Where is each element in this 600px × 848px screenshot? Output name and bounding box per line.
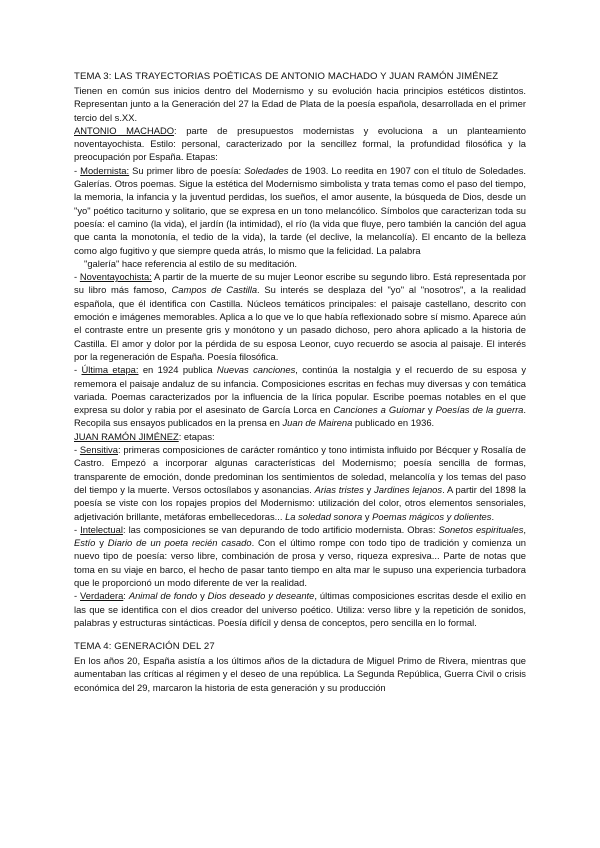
text-run: -: [74, 590, 81, 602]
text-run: -: [74, 164, 81, 176]
text-run: -: [74, 523, 81, 535]
sensitiva-label: Sensitiva: [79, 444, 118, 456]
text-run: -: [74, 444, 80, 456]
book-title: Dios deseado y deseante: [207, 590, 315, 602]
book-title: Canciones a Guiomar: [333, 404, 425, 416]
text-run: . Su interés se desplaza del "yo" al "nosotros", a la realidad española, que él identifica con Castilla. Núcleos temáticos principales: el paisaje castellano, descrito con emoción e imágenes memorables. Aplica a lo que ve lo que había reflexionado sobre sí mismo. Aparece aún el contraste entre un presente gris y monótono y un pasado dichoso, pero ahora aplicado a la historia de Castilla. El amor y dolor por la pérdida de su esposa Leonor, cuyo recuerdo se asocia al paisaje. El interés por la regeneración de España. Poesía filosófica.: [74, 284, 526, 362]
noventayochista-label: Noventayochista:: [79, 271, 152, 283]
book-title: Soledades: [244, 164, 289, 176]
text-run: -: [74, 271, 80, 283]
book-title: Arias tristes: [314, 483, 364, 495]
text-run: ,: [523, 523, 526, 535]
jrj-verdadera: [74, 589, 526, 629]
text-run: : las composiciones se van depurando de todo artificio modernista. Obras:: [122, 523, 439, 535]
text-run: . Recopila sus ensayos publicados en la prensa en: [74, 404, 527, 429]
text-run: , continúa la nostalgia y el recuerdo de su esposa y rememora el paisaje andaluz de su infancia. Composiciones escritas en fechas muy diversas y con temática variada. Poemas caracterizados por la influencia de la lírica popular. Escribe poemas notables en el que expresa su dolor y rabia por el asesinato de García Lorca en: [74, 364, 527, 416]
book-title: Campos de Castilla: [171, 284, 258, 296]
modernista-label: Modernista:: [80, 164, 130, 176]
text-run: , últimas composiciones escritas desde el exilio en las que se identifica con el dios creador del universo poético. Utiliza: verso libre y la repetición de sonidos, palabras y estructuras sintácticas. Poesía difícil y densa de conceptos, pero sencilla en lo formal.: [74, 590, 526, 628]
text-run: y: [424, 404, 436, 416]
book-title: Jardines lejanos: [374, 483, 443, 495]
book-title: Sonetos espirituales: [438, 523, 524, 535]
text-run: y: [362, 510, 373, 522]
text-run: :: [123, 590, 129, 602]
text-run: : primeras composiciones de carácter romántico y tono intimista influido por Bécquer y Rosalía de Castro. Empezó a incorporar algunas características del Modernismo; poesía sencilla de formas, transparente de emoción, donde predominan los sentimientos de soledad, melancolía y los temas del paso del tiempo y la muerte. Versos octosílabos y asonancias.: [74, 444, 526, 495]
text-run: -: [74, 364, 82, 376]
tema4-title: TEMA 4: GENERACIÓN DEL 27: [74, 641, 215, 653]
book-title: Animal de fondo: [128, 590, 198, 602]
ultima-etapa-label: Última etapa:: [81, 364, 139, 376]
intelectual-label: Intelectual: [80, 523, 123, 535]
text-run: Su primer libro de poesía:: [129, 164, 245, 176]
machado-modernista: [74, 164, 526, 270]
jrj-name: JUAN RAMÓN JIMÉNEZ: [74, 430, 179, 442]
jrj-sensitiva: [74, 443, 526, 523]
tema3-intro: Tienen en común sus inicios dentro del Modernismo y su evolución hacia principios estéticos distintos. Representan junto a la Generación del 27 la Edad de Plata de la poesía española, desarrollada en el primer tercio del s.XX.: [74, 85, 526, 123]
machado-intro: ANTONIO MACHADO: parte de presupuestos modernistas y evoluciona a un planteamiento noventayochista. Estilo: personal, caracterizado por la sencillez formal, la profundidad filosófica y la preocupación por España. Etapas:: [74, 124, 526, 163]
text-run: y: [197, 590, 208, 602]
text-run: publicado en 1936.: [352, 417, 435, 429]
text-run: en 1924 publica: [138, 364, 217, 376]
text-run: : etapas:: [178, 430, 215, 442]
jrj-intro: [74, 430, 526, 443]
book-title: Nuevas canciones: [216, 364, 296, 376]
text-run: de 1903. Lo reedita en 1907 con el título de Soledades. Galerías. Otros poemas. Sigue la estética del Modernismo simbolista y trata temas como el paso del tiempo, la memoria, la infancia y la juventud perdidas, los sueños, el amor ausente, la búsqueda de Dios, desde un "yo" poético taciturno y solitario, que se expresa en un tono melancólico. Símbolos que caracterizan toda su poesía: el camino (la vida), el jardín (la intimidad), el río (la vida que fluye, pero también la canción del agua que canta la monotonía, el tedio de la vida), la tarde (el declive, la melancolía). El encanto de la belleza como algo fugitivo y que siempre queda atrás, lo mismo que la felicidad. La palabra: [74, 164, 526, 256]
text-run: .: [491, 510, 495, 522]
text-run: y: [363, 483, 375, 495]
verdadera-label: Verdadera: [80, 590, 124, 602]
text-run: . A partir del 1898 la poesía se viste con los ropajes propios del Modernismo: utilización del color, otros elementos sensoriales, adjetivación brillante, metáforas embellecedoras...: [74, 483, 526, 522]
machado-ultima: [74, 363, 526, 429]
text-run: . Con el último rompe con todo tipo de tradición y comienza un nuevo tipo de poesía: verso libre, combinación de prosa y verso, riqueza expresiva... Parte de notas que toma en su viaje en barco, el hecho de pasar tanto tiempo en alta mar le supuso una experiencia turbadora que le proporcionó un modo diferente de ver la realidad.: [74, 537, 527, 588]
book-title: Diario de un poeta recién casado: [107, 537, 252, 549]
machado-name: ANTONIO MACHADO: [74, 124, 175, 136]
book-title: Estío: [74, 537, 96, 549]
text-run: y: [95, 537, 108, 549]
jrj-intelectual: [74, 523, 526, 589]
text-run: A partir de la muerte de su mujer Leonor escribe su segundo libro. Está representada por su libro más famoso,: [74, 271, 526, 296]
tema3-title: TEMA 3: LAS TRAYECTORIAS POÉTICAS DE ANTONIO MACHADO Y JUAN RAMÓN JIMÉNEZ: [74, 71, 499, 82]
tema4-text: En los años 20, España asistía a los últimos años de la dictadura de Miguel Primo de Rivera, mientras que aumentaban las críticas al régimen y el deseo de una república. La Segunda República, Guerra Civil o crisis económica del 29, marcaron la historia de esta generación y su producción: [74, 655, 526, 693]
section-gap: [74, 629, 526, 640]
book-title: Poesías de la guerra: [435, 404, 524, 416]
machado-noventayochista: [74, 270, 526, 363]
text-run: "galería" hace referencia al estilo de su meditación.: [84, 257, 298, 269]
book-title: Poemas mágicos y dolientes: [372, 510, 492, 522]
book-title: La soledad sonora: [285, 510, 363, 522]
book-title: Juan de Mairena: [282, 417, 353, 429]
